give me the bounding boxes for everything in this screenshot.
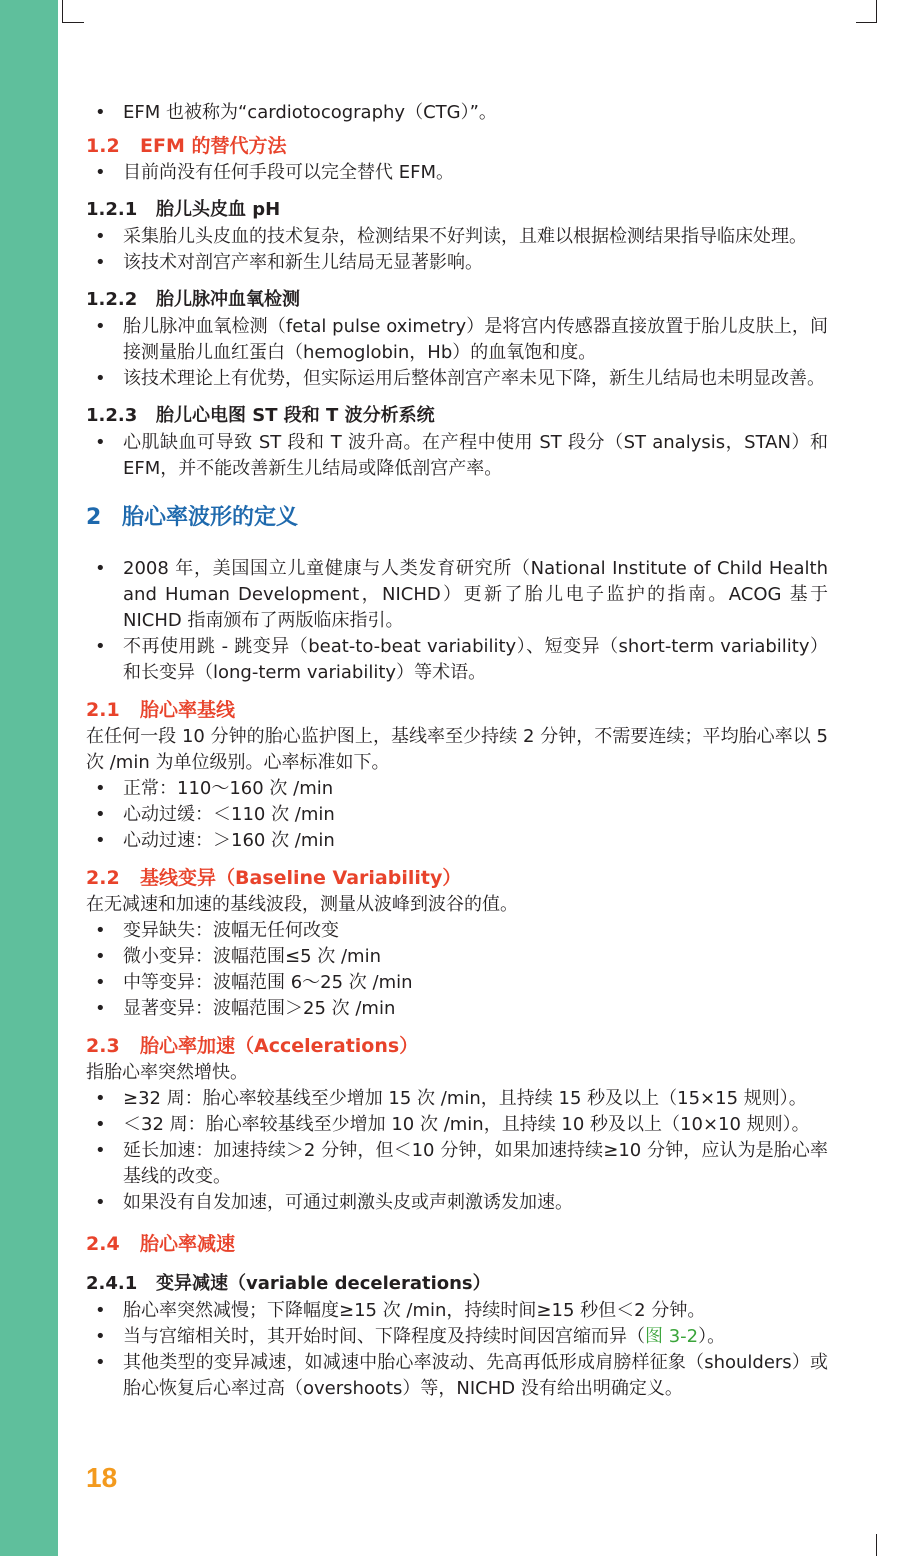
bullet-icon: • (95, 252, 106, 273)
bullet-icon: • (95, 316, 106, 337)
bullet-text: 显著变异：波幅范围＞25 次 /min (123, 998, 396, 1019)
section-heading-1-2-1 (86, 196, 828, 224)
section-title: 胎儿脉冲血氧检测 (156, 289, 300, 310)
section-heading-2-3 (86, 1032, 828, 1060)
crop-mark-top-right-h (856, 22, 877, 23)
section-title: 胎儿心电图 ST 段和 T 波分析系统 (156, 405, 435, 426)
section-title: 变异减速（variable decelerations） (156, 1273, 491, 1294)
list-item (86, 1350, 828, 1402)
figure-reference-link[interactable]: 图 3-2 (645, 1326, 699, 1347)
list-item (86, 1190, 828, 1216)
section-heading-1-2-3 (86, 402, 828, 430)
bullet-icon: • (95, 1326, 106, 1347)
section-intro: 指胎心率突然增快。 (86, 1062, 248, 1083)
list-item (86, 828, 828, 854)
list-item (86, 944, 828, 970)
section-intro: 在无减速和加速的基线波段，测量从波峰到波谷的值。 (86, 894, 518, 915)
section-title: 胎心率波形的定义 (122, 505, 299, 530)
section-number: 1.2.3 (86, 405, 138, 426)
bullet-text: 其他类型的变异减速，如减速中胎心率波动、先高再低形成肩膀样征象（shoulders）或胎心恢复后心率过高（overshoots）等，NICHD 没有给出明确定义。 (123, 1352, 828, 1399)
bullet-text: 中等变异：波幅范围 6～25 次 /min (123, 972, 413, 993)
bullet-text: 目前尚没有任何手段可以完全替代 EFM。 (123, 162, 454, 183)
list-item (86, 996, 828, 1022)
section-number: 2.2 (86, 867, 120, 889)
section-heading-1-2 (86, 132, 828, 160)
bullet-text (123, 1324, 828, 1350)
crop-mark-top-left (62, 0, 63, 22)
list-item (86, 224, 828, 250)
bullet-icon: • (95, 1352, 106, 1373)
crop-mark-top-left-h (62, 22, 84, 23)
list-item (86, 160, 828, 186)
section-title: 胎儿头皮血 pH (156, 199, 281, 220)
section-intro: 在任何一段 10 分钟的胎心监护图上，基线率至少持续 2 分钟，不需要连续；平均胎心率以 5 次 /min 为单位级别。心率标准如下。 (86, 726, 828, 773)
bullet-icon: • (95, 830, 106, 851)
section-title: 胎心率基线 (140, 699, 236, 721)
list-item (86, 970, 828, 996)
list-item (86, 918, 828, 944)
bullet-text: 如果没有自发加速，可通过刺激头皮或声刺激诱发加速。 (123, 1192, 573, 1213)
bullet-icon: • (95, 946, 106, 967)
page-content (86, 100, 828, 1402)
section-title: 胎心率减速 (140, 1233, 236, 1255)
section-title: 基线变异（Baseline Variability） (140, 867, 462, 889)
list-item (86, 556, 828, 634)
section-heading-2-2 (86, 864, 828, 892)
list-item (86, 100, 828, 126)
bullet-icon: • (95, 804, 106, 825)
bullet-icon: • (95, 998, 106, 1019)
section-number: 1.2 (86, 135, 120, 157)
list-item (86, 430, 828, 482)
section-number: 2.3 (86, 1035, 120, 1057)
bullet-icon: • (95, 102, 106, 123)
bullet-text: 胎儿脉冲血氧检测（fetal pulse oximetry）是将宫内传感器直接放置于胎儿皮肤上，间接测量胎儿血红蛋白（hemoglobin，Hb）的血氧饱和度。 (123, 316, 828, 363)
bullet-text: EFM 也被称为“cardiotocography（CTG）”。 (123, 102, 497, 123)
section-heading-2-4 (86, 1230, 828, 1258)
section-number: 2.4.1 (86, 1273, 138, 1294)
bullet-icon: • (95, 972, 106, 993)
bullet-icon: • (95, 1192, 106, 1213)
bullet-text: 微小变异：波幅范围≤5 次 /min (123, 946, 381, 967)
chapter-heading-2 (86, 502, 828, 534)
bullet-icon: • (95, 636, 106, 657)
list-item (86, 1324, 828, 1350)
list-item (86, 250, 828, 276)
bullet-text-part: ）。 (698, 1326, 726, 1347)
section-number: 1.2.2 (86, 289, 138, 310)
bullet-text: 不再使用跳 - 跳变异（beat-to-beat variability）、短变异（short-term variability）和长变异（long-term variability）等术语。 (123, 636, 828, 683)
list-item (86, 634, 828, 686)
bullet-text: 2008 年，美国国立儿童健康与人类发育研究所（National Institute of Child Health and Human Development，NICHD）更新了胎儿电子监护的指南。ACOG 基于 NICHD 指南颁布了两版临床指引。 (123, 558, 828, 631)
list-item (86, 366, 828, 392)
section-heading-1-2-2 (86, 286, 828, 314)
section-heading-2-1 (86, 696, 828, 724)
bullet-icon: • (95, 1140, 106, 1161)
list-item (86, 776, 828, 802)
list-item (86, 1112, 828, 1138)
bullet-text: 正常：110～160 次 /min (123, 778, 334, 799)
bullet-text: 心动过缓：＜110 次 /min (123, 804, 335, 825)
crop-mark-top-right (876, 0, 877, 22)
section-title: EFM 的替代方法 (140, 135, 287, 157)
bullet-icon: • (95, 226, 106, 247)
bullet-text: 该技术对剖宫产率和新生儿结局无显著影响。 (123, 252, 483, 273)
bullet-text: 胎心率突然减慢；下降幅度≥15 次 /min，持续时间≥15 秒但＜2 分钟。 (123, 1300, 706, 1321)
list-item (86, 802, 828, 828)
bullet-text: 心动过速：＞160 次 /min (123, 830, 335, 851)
section-title: 胎心率加速（Accelerations） (140, 1035, 419, 1057)
bullet-text: 延长加速：加速持续＞2 分钟，但＜10 分钟，如果加速持续≥10 分钟，应认为是胎心率基线的改变。 (123, 1140, 828, 1187)
crop-mark-bottom-right (876, 1534, 877, 1556)
bullet-text: 采集胎儿头皮血的技术复杂，检测结果不好判读，且难以根据检测结果指导临床处理。 (123, 226, 807, 247)
section-number: 2.1 (86, 699, 120, 721)
bullet-icon: • (95, 162, 106, 183)
bullet-icon: • (95, 558, 106, 579)
section-number: 2 (86, 505, 102, 530)
section-number: 1.2.1 (86, 199, 138, 220)
list-item (86, 1086, 828, 1112)
bullet-icon: • (95, 1114, 106, 1135)
bullet-text: 变异缺失：波幅无任何改变 (123, 920, 339, 941)
list-item (86, 1298, 828, 1324)
page-sidebar-band (0, 0, 58, 1556)
bullet-icon: • (95, 1300, 106, 1321)
bullet-text: 该技术理论上有优势，但实际运用后整体剖宫产率未见下降，新生儿结局也未明显改善。 (123, 368, 825, 389)
bullet-text-part: 当与宫缩相关时，其开始时间、下降程度及持续时间因宫缩而异（ (123, 1326, 645, 1347)
bullet-text: 心肌缺血可导致 ST 段和 T 波升高。在产程中使用 ST 段分（ST analysis，STAN）和 EFM，并不能改善新生儿结局或降低剖宫产率。 (123, 432, 828, 479)
list-item (86, 1138, 828, 1190)
bullet-text: ≥32 周：胎心率较基线至少增加 15 次 /min，且持续 15 秒及以上（15×15 规则）。 (123, 1088, 807, 1109)
section-number: 2.4 (86, 1233, 120, 1255)
bullet-icon: • (95, 920, 106, 941)
bullet-icon: • (95, 368, 106, 389)
bullet-icon: • (95, 432, 106, 453)
list-item (86, 314, 828, 366)
bullet-icon: • (95, 1088, 106, 1109)
section-heading-2-4-1 (86, 1270, 828, 1298)
bullet-text: ＜32 周：胎心率较基线至少增加 10 次 /min，且持续 10 秒及以上（10×10 规则）。 (123, 1114, 810, 1135)
bullet-icon: • (95, 778, 106, 799)
page-number: 18 (86, 1462, 118, 1493)
